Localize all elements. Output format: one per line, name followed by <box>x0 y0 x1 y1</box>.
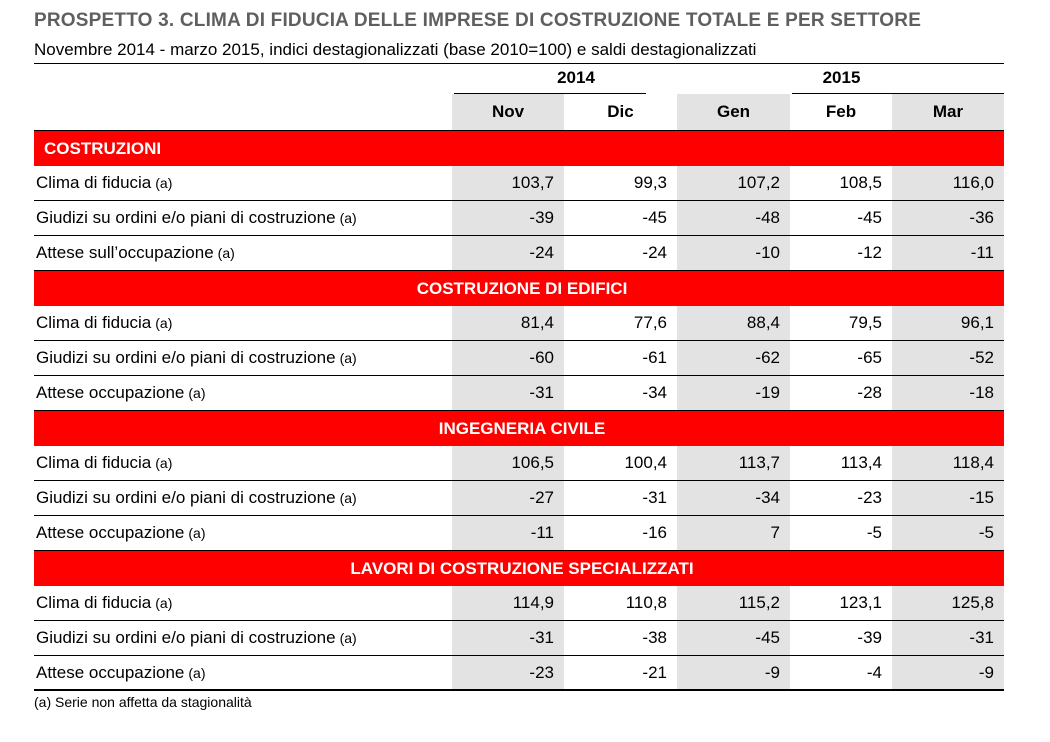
value-cell: 113,4 <box>840 453 882 472</box>
value-cell: -19 <box>755 383 780 402</box>
row-label <box>36 306 172 340</box>
row-label-note: (a) <box>155 455 173 471</box>
value-cell: -23 <box>857 488 882 507</box>
value-cell: -61 <box>642 348 667 367</box>
row-label-text: Giudizi su ordini e/o piani di costruzione <box>36 208 336 227</box>
value-cell: 118,4 <box>952 453 994 472</box>
month-header: Dic <box>607 102 634 121</box>
value-cell: 123,1 <box>839 593 882 612</box>
value-cell: -45 <box>857 208 882 227</box>
value-cell: -24 <box>642 243 667 262</box>
row-label <box>36 236 235 270</box>
value-cell: 88,4 <box>746 313 780 332</box>
value-cell: -18 <box>969 383 994 402</box>
value-cell: -23 <box>529 663 554 682</box>
section-title: COSTRUZIONI <box>44 138 162 158</box>
row-label <box>36 516 206 550</box>
value-cell: -11 <box>970 243 994 262</box>
value-cell: 108,5 <box>839 173 882 192</box>
value-cell: -4 <box>866 663 882 682</box>
value-cell: -36 <box>969 208 994 227</box>
row-label-text: Attese sull’occupazione <box>36 243 214 262</box>
row-label-note: (a) <box>188 665 206 681</box>
value-cell: -38 <box>642 628 667 647</box>
month-header: Mar <box>892 94 1004 130</box>
value-cell: -24 <box>529 243 554 262</box>
table-subtitle: Novembre 2014 - marzo 2015, indici destagionalizzati (base 2010=100) e saldi destagionalizzati <box>34 40 757 59</box>
footnote: (a) Serie non affetta da stagionalità <box>34 694 252 710</box>
month-header: Nov <box>452 94 564 130</box>
row-label-note: (a) <box>188 385 206 401</box>
year-header-row <box>34 64 1004 94</box>
row-label-note: (a) <box>339 210 357 226</box>
year-2015: 2015 <box>822 68 861 87</box>
row-label <box>36 166 172 200</box>
row-label-text: Giudizi su ordini e/o piani di costruzione <box>36 348 336 367</box>
value-cell: -45 <box>642 208 667 227</box>
value-cell: 99,3 <box>633 173 667 192</box>
row-label-text: Clima di fiducia <box>36 453 152 472</box>
table-row <box>34 201 1004 236</box>
value-cell: -5 <box>978 523 994 542</box>
value-cell: -11 <box>530 523 554 542</box>
value-cell: 103,7 <box>511 173 554 192</box>
section-title: COSTRUZIONE DI EDIFICI <box>416 278 628 298</box>
row-label-text: Clima di fiducia <box>36 593 152 612</box>
value-cell: 79,5 <box>848 313 882 332</box>
table-row <box>34 481 1004 516</box>
row-label <box>36 376 206 410</box>
value-cell: -60 <box>529 348 554 367</box>
table-row <box>34 376 1004 411</box>
row-label-note: (a) <box>339 630 357 646</box>
month-header: Gen <box>677 94 790 130</box>
value-cell: -31 <box>529 383 554 402</box>
row-label-note: (a) <box>155 315 173 331</box>
row-label-text: Clima di fiducia <box>36 313 152 332</box>
value-cell: 7 <box>770 523 780 542</box>
table-title: PROSPETTO 3. CLIMA DI FIDUCIA DELLE IMPRESE DI COSTRUZIONE TOTALE E PER SETTORE <box>34 10 922 31</box>
value-cell: -10 <box>755 243 780 262</box>
value-cell: 81,4 <box>520 313 554 332</box>
row-label <box>36 201 357 235</box>
value-cell: -65 <box>857 348 882 367</box>
row-label-text: Attese occupazione <box>36 523 185 542</box>
section-header <box>34 271 1004 306</box>
table-row <box>34 166 1004 201</box>
table-row <box>34 621 1004 656</box>
section-header <box>34 131 1004 166</box>
row-label-text: Attese occupazione <box>36 663 185 682</box>
value-cell: 107,2 <box>737 173 780 192</box>
row-label <box>36 481 357 515</box>
value-cell: -27 <box>529 488 554 507</box>
value-cell: -21 <box>642 663 667 682</box>
value-cell: -5 <box>866 523 882 542</box>
row-label-note: (a) <box>217 245 235 261</box>
table-row <box>34 656 1004 691</box>
value-cell: -39 <box>529 208 554 227</box>
value-cell: -34 <box>755 488 780 507</box>
table-row <box>34 341 1004 376</box>
value-cell: 106,5 <box>511 453 554 472</box>
table-row <box>34 236 1004 271</box>
value-cell: 114,9 <box>512 593 554 612</box>
value-cell: -45 <box>755 628 780 647</box>
value-cell: 77,6 <box>633 313 667 332</box>
value-cell: -9 <box>764 663 780 682</box>
value-cell: -31 <box>642 488 667 507</box>
value-cell: 96,1 <box>960 313 994 332</box>
value-cell: -48 <box>755 208 780 227</box>
row-label-note: (a) <box>339 490 357 506</box>
row-label-text: Giudizi su ordini e/o piani di costruzione <box>36 488 336 507</box>
section-title: INGEGNERIA CIVILE <box>438 418 606 438</box>
month-header-row <box>34 94 1004 130</box>
value-cell: -31 <box>529 628 554 647</box>
value-cell: -16 <box>642 523 667 542</box>
value-cell: 113,7 <box>738 453 780 472</box>
row-label-text: Clima di fiducia <box>36 173 152 192</box>
table-row <box>34 306 1004 341</box>
row-label <box>36 341 357 375</box>
row-label <box>36 621 357 655</box>
row-label-note: (a) <box>155 595 173 611</box>
row-label-note: (a) <box>188 525 206 541</box>
row-label-note: (a) <box>339 350 357 366</box>
row-label-note: (a) <box>155 175 173 191</box>
table-row <box>34 446 1004 481</box>
value-cell: -39 <box>857 628 882 647</box>
value-cell: -62 <box>755 348 780 367</box>
row-label <box>36 656 206 690</box>
value-cell: 110,8 <box>625 593 667 612</box>
value-cell: -31 <box>969 628 994 647</box>
value-cell: -52 <box>969 348 994 367</box>
row-label <box>36 586 172 620</box>
row-label-text: Attese occupazione <box>36 383 185 402</box>
value-cell: -15 <box>969 488 994 507</box>
bottom-rule <box>34 689 1004 690</box>
value-cell: 100,4 <box>624 453 667 472</box>
row-label-text: Giudizi su ordini e/o piani di costruzione <box>36 628 336 647</box>
value-cell: -9 <box>978 663 994 682</box>
value-cell: -34 <box>642 383 667 402</box>
table-row <box>34 516 1004 551</box>
section-header <box>34 411 1004 446</box>
month-header: Feb <box>825 102 857 121</box>
value-cell: -12 <box>857 243 882 262</box>
value-cell: 115,2 <box>738 593 780 612</box>
row-label <box>36 446 172 480</box>
table-row <box>34 586 1004 621</box>
year-2014: 2014 <box>557 68 595 87</box>
value-cell: -28 <box>857 383 882 402</box>
section-header <box>34 551 1004 586</box>
value-cell: 116,0 <box>952 173 994 192</box>
value-cell: 125,8 <box>951 593 994 612</box>
section-title: LAVORI DI COSTRUZIONE SPECIALIZZATI <box>350 558 694 578</box>
